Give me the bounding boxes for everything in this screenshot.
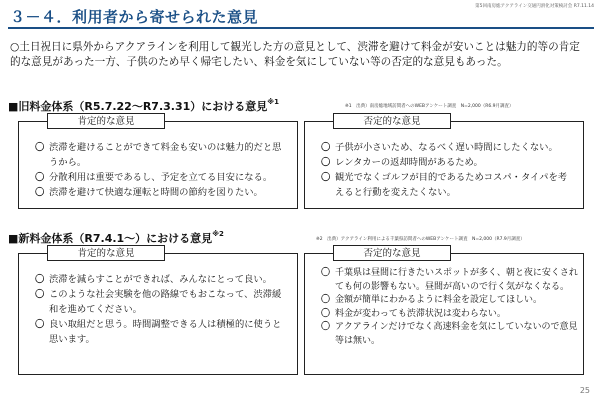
bullet-circle-icon: 〇 [35, 274, 45, 285]
opinion-text: 料金が変わっても渋滞状況は変わらない。 [335, 308, 506, 319]
title-rule [8, 27, 594, 29]
bullet-circle-icon: 〇 [321, 268, 331, 278]
new-system-source: ※2 出典）アクアライン利用による千葉県訪問者へのWEBアンケート調査 N=2,000（R7.9月調査） [316, 237, 525, 242]
opinion-text: 観光でなくゴルフが目的であるためコスパ・タイパを考えると行動を変えたくない。 [335, 172, 568, 198]
page-title: ３－４．利用者から寄せられた意見 [10, 8, 259, 26]
old-positive-label: 肯定的な意見 [47, 113, 165, 129]
old-negative-box [304, 116, 584, 209]
bullet-circle-icon: 〇 [321, 295, 331, 306]
opinion-text: 分散利用は重要であるし、予定を立てる目安になる。 [49, 172, 273, 183]
opinion-item [321, 155, 576, 170]
opinion-text: 渋滞を減らすことができれば、みんなにとって良い。 [49, 274, 272, 285]
opinion-text: このような社会実験を他の路線でもおこなって、渋滞緩和を進めてください。 [49, 289, 282, 315]
opinion-item [35, 272, 290, 287]
bullet-circle-icon: 〇 [35, 172, 45, 183]
opinion-text: レンタカーの返却時間があるため。 [335, 157, 483, 168]
bullet-circle-icon: 〇 [321, 172, 331, 183]
new-negative-box [304, 248, 584, 375]
opinion-item [35, 317, 290, 347]
old-system-note-mark: ※1 [267, 98, 279, 106]
new-positive-list [35, 272, 290, 347]
opinion-text: 千葉県は昼間に行きたいスポットが多く、朝と夜に安くされても何の影響もない。昼間が高いので行く気がなくなる。 [335, 268, 578, 292]
old-system-heading-text: ■旧料金体系（R5.7.22～R7.3.31）における意見 [8, 100, 268, 113]
opinion-text: 渋滞を避けて快適な運転と時間の節約を図りたい。 [49, 187, 263, 198]
opinion-item [35, 170, 290, 185]
opinion-item [321, 267, 579, 294]
bullet-circle-icon: 〇 [35, 187, 45, 198]
opinion-item [321, 170, 576, 200]
opinion-text: アクアラインだけでなく高速料金を気にしていないので意見等は無い。 [335, 322, 578, 346]
old-system-heading [8, 98, 279, 114]
old-positive-box [18, 116, 298, 209]
new-system-heading [8, 230, 224, 246]
opinion-text: 金額が簡単にわかるように料金を設定してほしい。 [335, 295, 543, 306]
bullet-circle-icon: 〇 [321, 322, 331, 333]
bullet-circle-icon: 〇 [35, 319, 45, 330]
opinion-text: 良い取組だと思う。時間調整できる人は積極的に使うと思います。 [49, 319, 282, 345]
bullet-circle-icon: 〇 [35, 142, 45, 153]
bullet-circle-icon: 〇 [321, 308, 331, 319]
opinion-text: 子供が小さいため、なるべく遅い時間にしたくない。 [335, 142, 558, 153]
opinion-item [321, 140, 576, 155]
opinion-item [35, 287, 290, 317]
old-negative-label: 否定的な意見 [333, 113, 451, 129]
old-negative-list [321, 140, 576, 200]
opinion-item [321, 294, 579, 308]
opinion-item [35, 185, 290, 200]
opinion-item [35, 140, 290, 170]
bullet-circle-icon: 〇 [35, 289, 45, 300]
old-system-source: ※1 出典）南房総地域訪問者へのWEBアンケート調査 N=2,000（R6.9月調査） [345, 104, 514, 109]
new-positive-label: 肯定的な意見 [47, 245, 165, 261]
new-system-note-mark: ※2 [212, 230, 224, 238]
new-positive-box [18, 248, 298, 375]
intro-text: ○土日祝日に県外からアクアラインを利用して観光した方の意見として、渋滞を避けて料金が安いことは魅力的等の肯定的な意見があった一方、子供のため早く帰宅したい、料金を気にしていない等の否定的な意見もあった。 [10, 41, 580, 68]
opinion-item [321, 321, 579, 348]
opinion-item [321, 308, 579, 322]
old-positive-list [35, 140, 290, 200]
new-negative-list [321, 267, 579, 349]
bullet-circle-icon: 〇 [321, 142, 331, 153]
opinion-text: 渋滞を避けることができて料金も安いのは魅力的だと思うから。 [49, 142, 282, 168]
new-system-heading-text: ■新料金体系（R7.4.1～）における意見 [8, 232, 213, 245]
new-negative-label: 否定的な意見 [333, 245, 451, 261]
page-number: 25 [579, 386, 590, 395]
bullet-circle-icon: 〇 [321, 157, 331, 168]
meeting-label: 第5回南房総アクアライン交通円滑化対策検討会 R7.11.14 [475, 4, 594, 9]
